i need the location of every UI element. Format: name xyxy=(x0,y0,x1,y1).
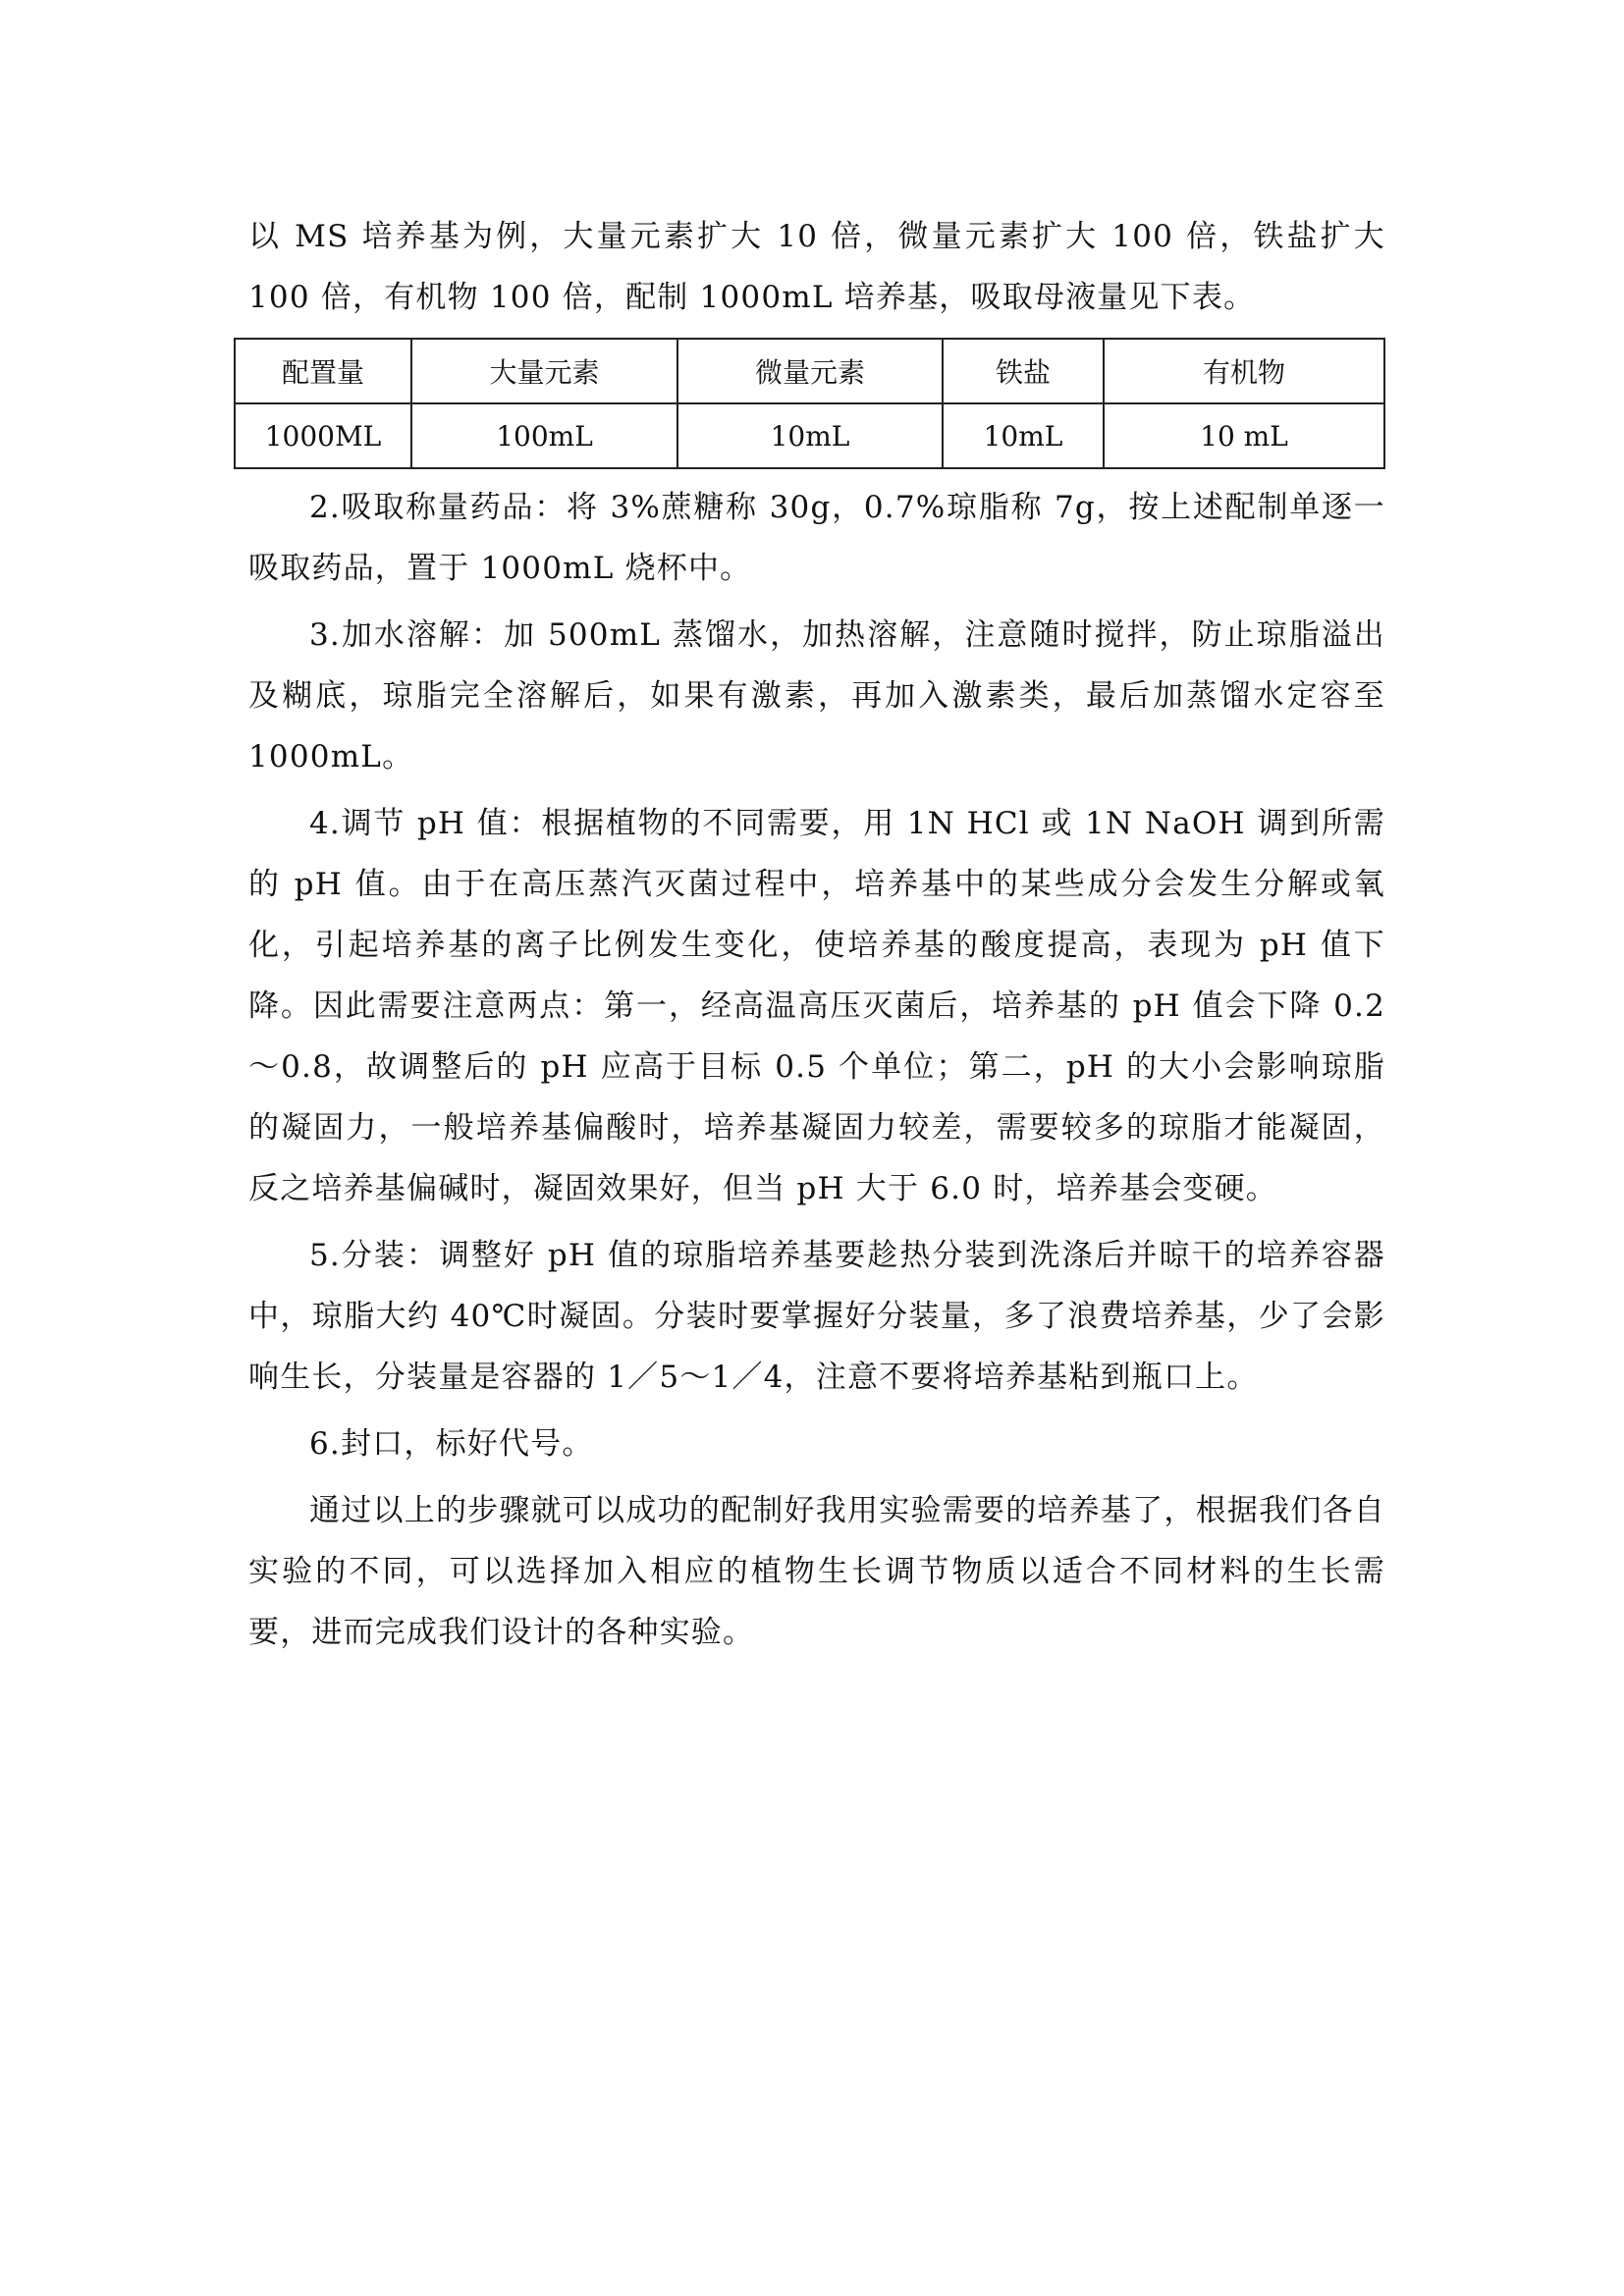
document-page xyxy=(248,206,1385,1663)
table-header-row xyxy=(235,339,1384,403)
step-2-paragraph: 2.吸取称量药品：将 3%蔗糖称 30g，0.7%琼脂称 7g，按上述配制单逐一吸取药品，置于 1000mL 烧杯中。 xyxy=(248,490,1385,586)
table-header-cell: 微量元素 xyxy=(677,339,943,403)
table-cell: 10mL xyxy=(677,403,943,468)
conclusion-paragraph: 通过以上的步骤就可以成功的配制好我用实验需要的培养基了，根据我们各自实验的不同，可以选择加入相应的植物生长调节物质以适合不同材料的生长需要，进而完成我们设计的各种实验。 xyxy=(248,1493,1385,1650)
table-cell: 10mL xyxy=(943,403,1104,468)
step-4-paragraph: 4.调节 pH 值：根据植物的不同需要，用 1N HCl 或 1N NaOH 调到所需的 pH 值。由于在高压蒸汽灭菌过程中，培养基中的某些成分会发生分解或氧化，引起培养基的离子比例发生变化，使培养基的酸度提高，表现为 pH 值下降。因此需要注意两点：第一，经高温高压灭菌后，培养基的 pH 值会下降 0.2～0.8，故调整后的 pH 应高于目标 0.5 个单位；第二，pH 的大小会影响琼脂的凝固力，一般培养基偏酸时，培养基凝固力较差，需要较多的琼脂才能凝固，反之培养基偏碱时，凝固效果好，但当 pH 大于 6.0 时，培养基会变硬。 xyxy=(248,806,1385,1206)
table-header-cell: 有机物 xyxy=(1104,339,1384,403)
table-cell: 100mL xyxy=(411,403,677,468)
table-header-cell: 铁盐 xyxy=(943,339,1104,403)
table-cell: 10 mL xyxy=(1104,403,1384,468)
table-header-cell: 大量元素 xyxy=(411,339,677,403)
intro-paragraph: 以 MS 培养基为例，大量元素扩大 10 倍，微量元素扩大 100 倍，铁盐扩大 100 倍，有机物 100 倍，配制 1000mL 培养基，吸取母液量见下表。 xyxy=(248,219,1385,315)
table-header-cell: 配置量 xyxy=(235,339,411,403)
table-row xyxy=(235,403,1384,468)
step-6-paragraph: 6.封口，标好代号。 xyxy=(309,1426,594,1462)
table-cell: 1000ML xyxy=(235,403,411,468)
step-5-paragraph: 5.分装：调整好 pH 值的琼脂培养基要趁热分装到洗涤后并晾干的培养容器中，琼脂大约 40℃时凝固。分装时要掌握好分装量，多了浪费培养基，少了会影响生长，分装量是容器的 1／5～1／4，注意不要将培养基粘到瓶口上。 xyxy=(248,1238,1385,1395)
step-3-paragraph: 3.加水溶解：加 500mL 蒸馏水，加热溶解，注意随时搅拌，防止琼脂溢出及糊底，琼脂完全溶解后，如果有激素，再加入激素类，最后加蒸馏水定容至 1000mL。 xyxy=(248,617,1385,774)
stock-solution-table xyxy=(234,338,1385,469)
